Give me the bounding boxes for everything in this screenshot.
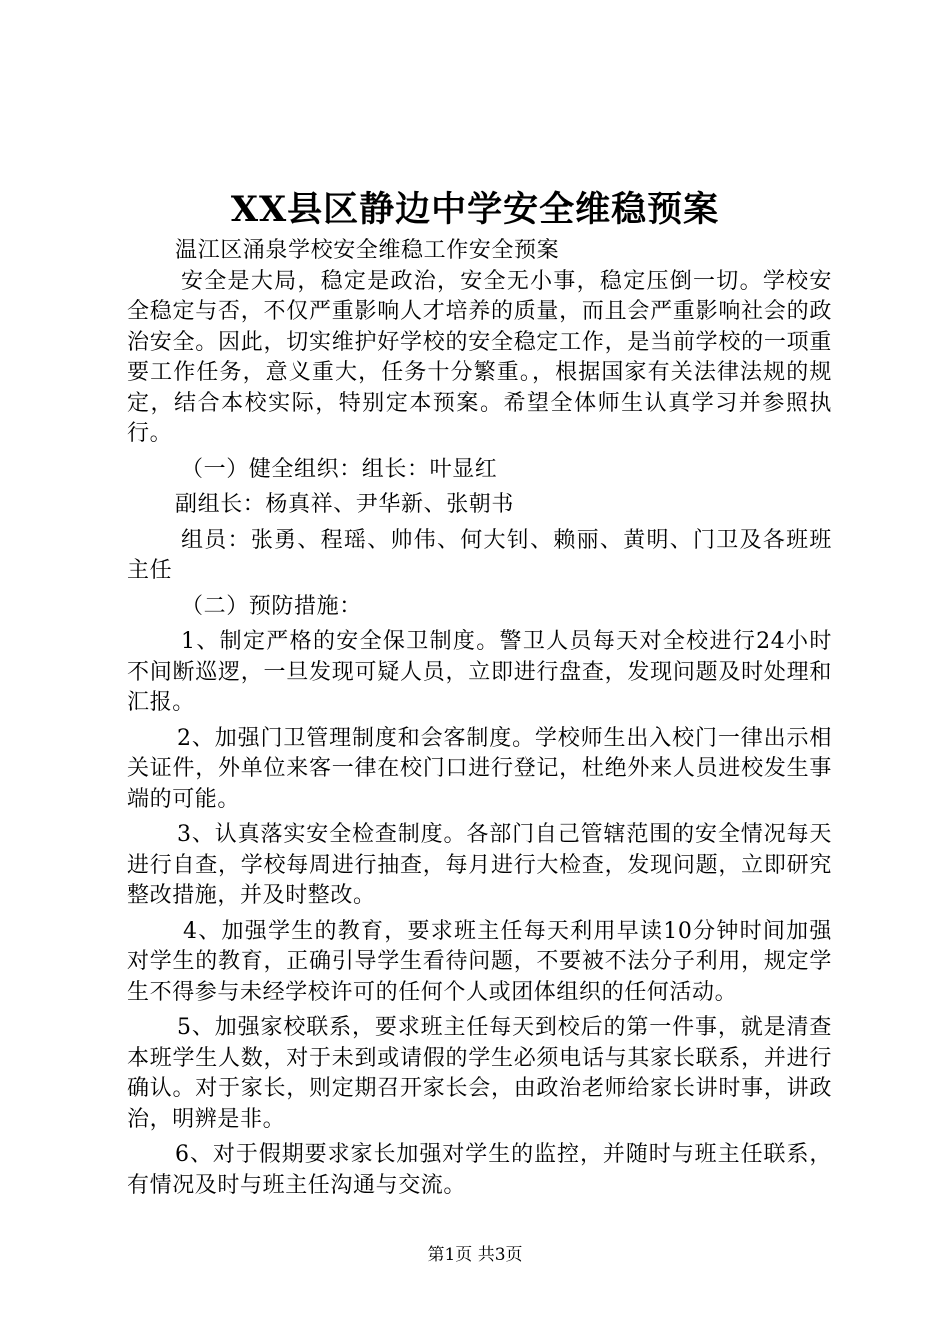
measure-item-1: 1、制定严格的安全保卫制度。警卫人员每天对全校进行24小时不间断巡逻，一旦发现可疑人员，立即进行盘查，发现问题及时处理和汇报。 [127, 629, 832, 715]
organization-leader: （一）健全组织：组长：叶显红 [181, 456, 498, 482]
document-body [127, 236, 832, 1201]
prevention-heading: （二）预防措施： [181, 593, 362, 619]
document-title: XX县区静边中学安全维稳预案 [230, 189, 720, 230]
measure-item-5: 5、加强家校联系，要求班主任每天到校后的第一件事，就是清查本班学生人数，对于未到或请假的学生必须电话与其家长联系，并进行确认。对于家长，则定期召开家长会，由政治老师给家长讲时事，讲政治，明辨是非。 [127, 1015, 832, 1132]
page-number-footer: 第1页 共3页 [427, 1245, 523, 1265]
measure-item-2: 2、加强门卫管理制度和会客制度。学校师生出入校门一律出示相关证件，外单位来客一律在校门口进行登记，杜绝外来人员进校发生事端的可能。 [127, 725, 832, 812]
subtitle-paragraph: 温江区涌泉学校安全维稳工作安全预案 [175, 238, 560, 263]
intro-paragraph: 安全是大局，稳定是政治，安全无小事，稳定压倒一切。学校安全稳定与否，不仅严重影响人才培养的质量，而且会严重影响社会的政治安全。因此，切实维护好学校的安全稳定工作，是当前学校的一项重要工作任务，意义重大，任务十分繁重。，根据国家有关法律法规的规定，结合本校实际，特别定本预案。希望全体师生认真学习并参照执行。 [127, 268, 832, 446]
measure-item-3: 3、认真落实安全检查制度。各部门自己管辖范围的安全情况每天进行自查，学校每周进行抽查，每月进行大检查，发现问题，立即研究整改措施，并及时整改。 [127, 822, 832, 908]
organization-deputy: 副组长：杨真祥、尹华新、张朝书 [175, 492, 515, 517]
organization-members: 组员：张勇、程瑶、帅伟、何大钊、赖丽、黄明、门卫及各班班主任 [127, 527, 832, 583]
measure-item-6: 6、对于假期要求家长加强对学生的监控，并随时与班主任联系，有情况及时与班主任沟通与交流。 [127, 1142, 832, 1198]
measure-item-4: 4、加强学生的教育，要求班主任每天利用早读10分钟时间加强对学生的教育，正确引导学生看待问题，不要被不法分子利用，规定学生不得参与未经学校许可的任何个人或团体组织的任何活动。 [127, 918, 832, 1005]
